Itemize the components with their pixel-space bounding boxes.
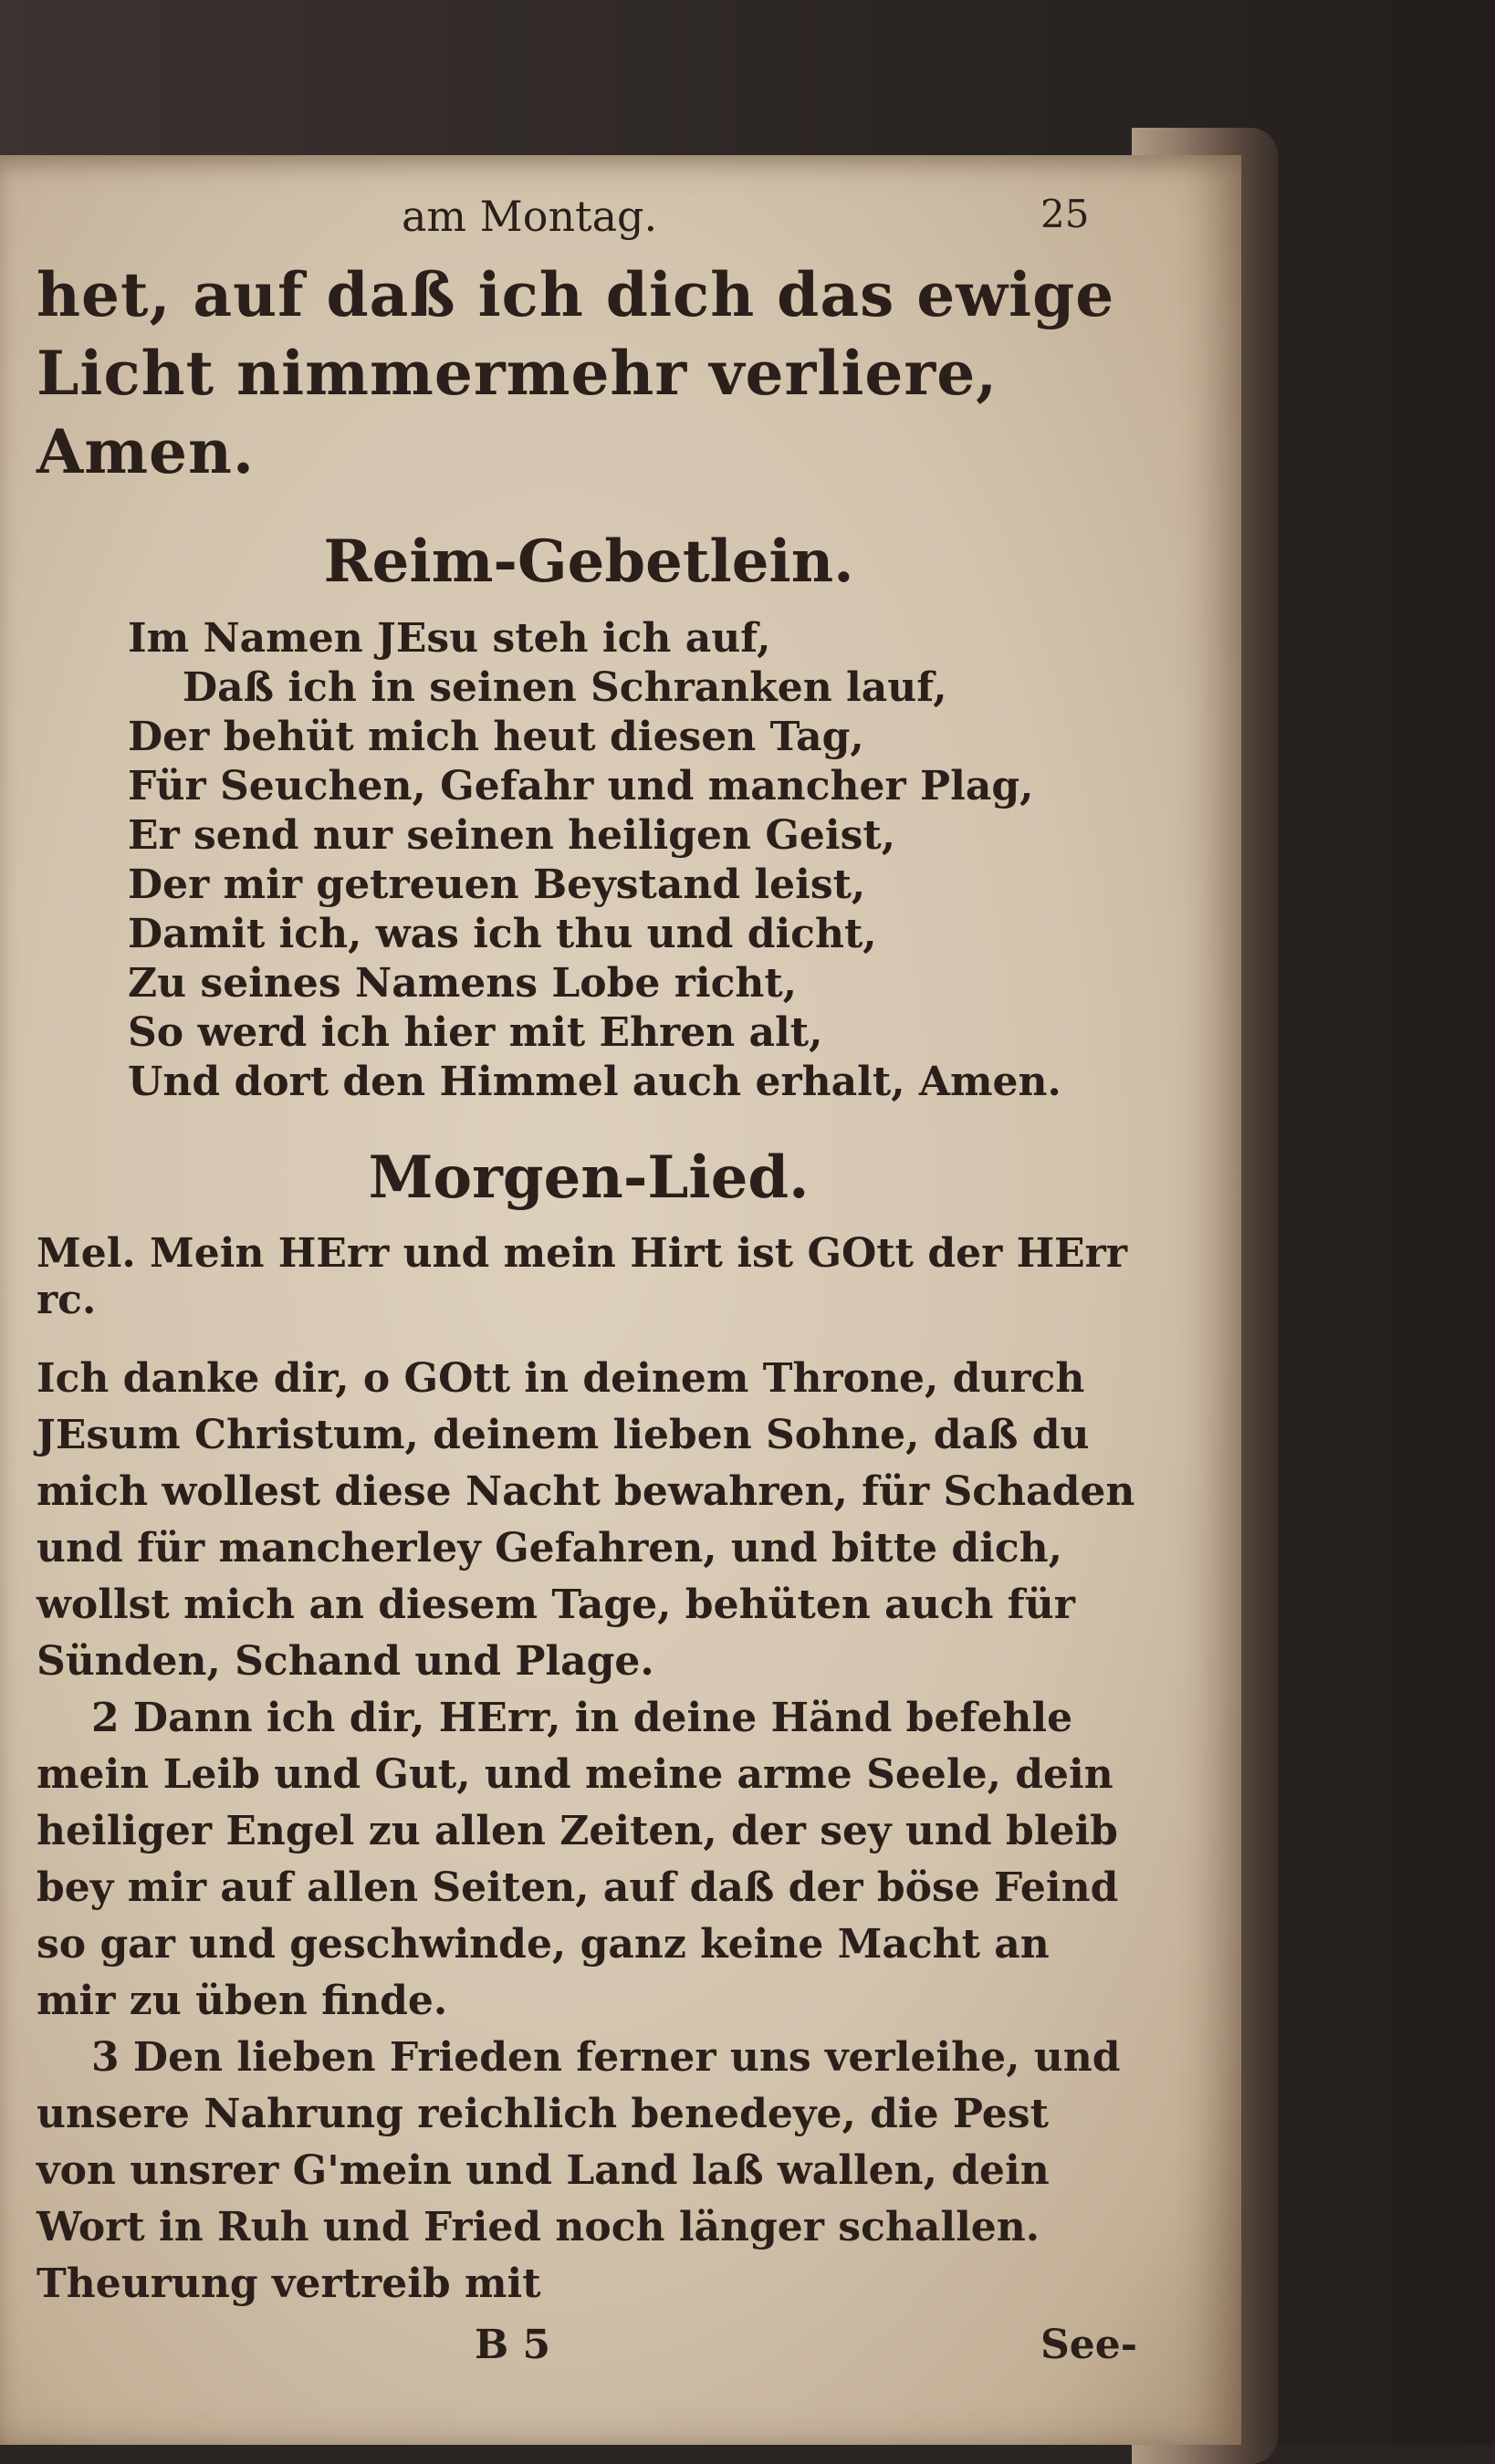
hymn-verse: 2 Dann ich dir, HErr, in deine Händ befehle mein Leib und Gut, und meine arme Seele, dein heiliger Engel zu allen Zeiten, der sey und bleib bey mir auf allen Seiten, auf daß der böse Feind so gar und geschwinde, ganz keine Macht an mir zu üben finde. [37,1695,1119,2024]
poem-line: Zu seines Namens Lobe richt, [128,960,798,1007]
poem-line: Der behüt mich heut diesen Tag, [128,714,864,760]
book-page [0,155,1241,2445]
melody-line: Mel. Mein HErr und mein Hirt ist GOtt der HErr rc. [37,1230,1128,1323]
page-header [37,192,1141,256]
section-title-reim-gebetlein: Reim-Gebetlein. [323,527,854,596]
page-text [37,192,1141,2376]
running-head: am Montag. [402,192,658,241]
poem [128,614,1141,1107]
poem-line: Im Namen JEsu steh ich auf, [128,615,771,662]
poem-line: Und dort den Himmel auch erhalt, Amen. [128,1059,1061,1105]
catchword: See- [1040,2322,1138,2368]
page-number: 25 [1040,192,1090,236]
prose-line: Licht nimmermehr verliere, Amen. [37,338,998,487]
signature-mark: B 5 [475,2322,551,2368]
section-title-morgen-lied: Morgen-Lied. [368,1143,810,1212]
hymn-verse: 3 Den lieben Frieden ferner uns verleihe, und unsere Nahrung reichlich benedeye, die Pest von unsrer G'mein und Land laß wallen, dein Wort in Ruh und Fried noch länger schallen. Theurung vertreib mit [37,2034,1121,2307]
poem-line: Er send nur seinen heiligen Geist, [128,812,896,859]
poem-line: Daß ich in seinen Schranken lauf, [183,664,947,711]
poem-line: So werd ich hier mit Ehren alt, [128,1009,823,1056]
hymn-verse: Ich danke dir, o GOtt in deinem Throne, durch JEsum Christum, deinem lieben Sohne, daß du mich wollest diese Nacht bewahren, für Schaden und für mancherley Gefahren, und bitte dich, wollst mich an diesem Tage, behüten auch für Sünden, Schand und Plage. [37,1355,1135,1685]
prose-line: het, auf daß ich dich das ewige [37,259,1115,330]
poem-line: Der mir getreuen Beystand leist, [128,861,866,908]
poem-line: Für Seuchen, Gefahr und mancher Plag, [128,763,1034,809]
poem-line: Damit ich, was ich thu und dicht, [128,911,877,957]
page-footer [37,2322,1141,2376]
